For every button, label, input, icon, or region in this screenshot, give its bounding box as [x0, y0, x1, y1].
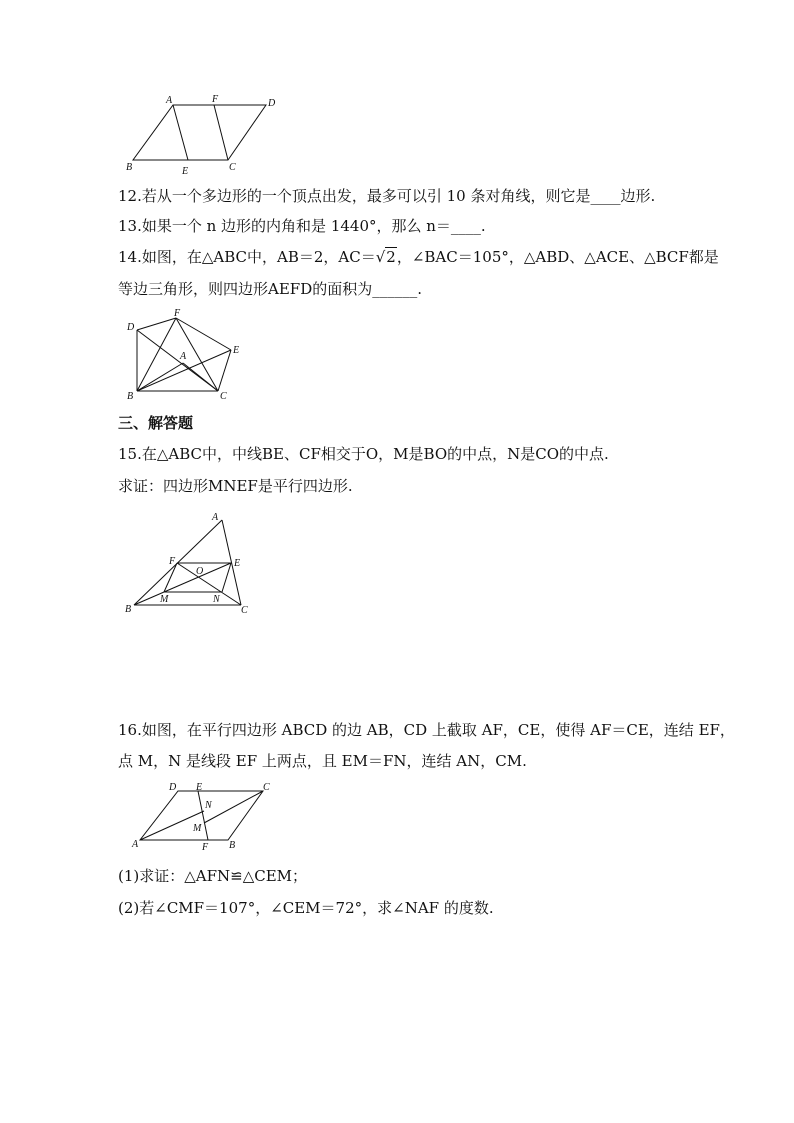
label-F: F [202, 842, 209, 853]
q14-pre: 14.如图，在△ABC中，AB＝2，AC＝ [118, 248, 376, 266]
label-M: M [160, 594, 169, 605]
label-D: D [127, 322, 135, 333]
figure-parallelogram-abcd [118, 92, 288, 182]
label-A: A [132, 839, 139, 850]
label-E: E [182, 166, 189, 177]
label-A: A [166, 95, 173, 106]
label-F: F [174, 308, 181, 319]
sqrt-value: 2 [386, 248, 396, 266]
label-M: M [193, 823, 202, 834]
figure-equilateral-triangles [118, 306, 258, 406]
label-A: A [212, 512, 219, 523]
label-N: N [213, 594, 220, 605]
label-E: E [234, 558, 241, 569]
label-C: C [263, 782, 270, 793]
label-C: C [229, 162, 236, 173]
question-15-line1: 15.在△ABC中，中线BE、CF相交于O，M是BO的中点，N是CO的中点. [118, 445, 609, 463]
question-16-part1: (1)求证：△AFN≌△CEM； [118, 867, 308, 885]
label-C: C [220, 391, 227, 402]
q14-post: ，∠BAC＝105°，△ABD、△ACE、△BCF都是 [396, 248, 719, 266]
label-E: E [196, 782, 203, 793]
sqrt-symbol: √2 [375, 248, 396, 266]
figure-equilateral-triangles-svg [118, 306, 258, 406]
label-C: C [241, 605, 248, 616]
figure-triangle-medians-svg [118, 508, 268, 618]
label-O: O [196, 566, 204, 577]
label-E: E [233, 345, 240, 356]
question-12: 12.若从一个多边形的一个顶点出发，最多可以引 10 条对角线，则它是____边形. [118, 187, 656, 205]
label-D: D [268, 98, 276, 109]
question-13: 13.如果一个 n 边形的内角和是 1440°，那么 n＝____. [118, 217, 486, 235]
question-16-line2: 点 M，N 是线段 EF 上两点，且 EM＝FN，连结 AN，CM. [118, 752, 527, 770]
label-F: F [169, 556, 176, 567]
label-B: B [127, 391, 134, 402]
label-F: F [212, 94, 219, 105]
figure-parallelogram-af-ce-svg [118, 778, 283, 858]
label-N: N [205, 800, 212, 811]
question-14-line2: 等边三角形，则四边形AEFD的面积为______. [118, 280, 422, 298]
label-B: B [229, 840, 236, 851]
label-B: B [125, 604, 132, 615]
figure-parallelogram-abcd-svg [118, 92, 288, 182]
question-15-line2: 求证：四边形MNEF是平行四边形. [118, 477, 353, 495]
label-D: D [169, 782, 177, 793]
figure-parallelogram-af-ce [118, 778, 283, 858]
section-heading: 三、解答题 [118, 414, 194, 432]
label-B: B [126, 162, 133, 173]
question-16-part2: (2)若∠CMF＝107°，∠CEM＝72°，求∠NAF 的度数. [118, 899, 494, 917]
question-14-line1 [118, 247, 719, 267]
figure-triangle-medians [118, 508, 268, 618]
label-A: A [180, 351, 187, 362]
question-16-line1: 16.如图，在平行四边形 ABCD 的边 AB，CD 上截取 AF，CE，使得 AF＝CE，连结 EF， [118, 721, 735, 739]
